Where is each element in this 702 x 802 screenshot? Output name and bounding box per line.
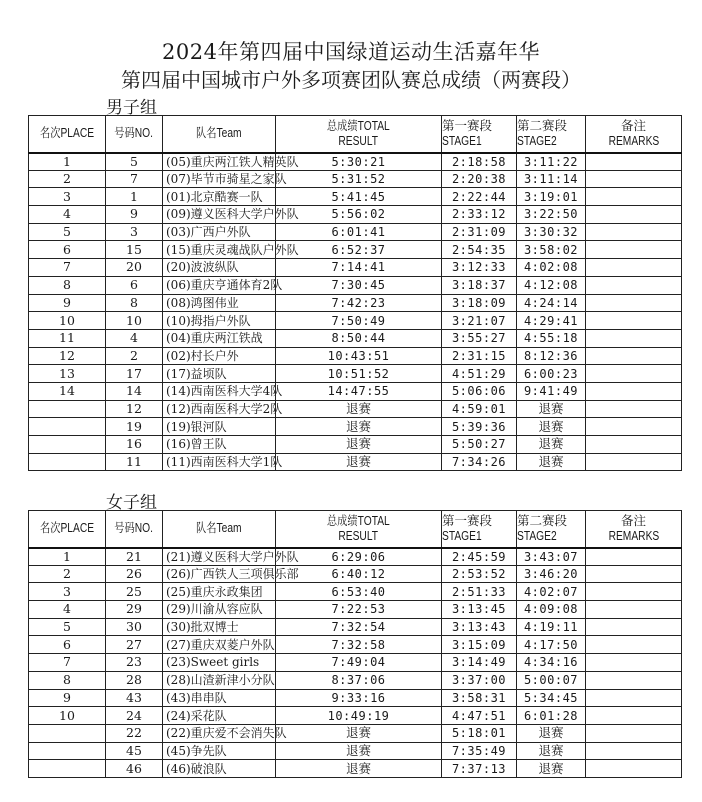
team-name-cell: (03)广西户外队 xyxy=(163,223,276,241)
remarks-cell xyxy=(586,453,682,471)
team-name-cell: (07)毕节市骑星之家队 xyxy=(163,170,276,188)
stage1-time-cell: 2:22:44 xyxy=(442,188,517,206)
number-cell: 46 xyxy=(106,760,163,778)
stage2-time-cell: 3:58:02 xyxy=(517,241,586,259)
stage1-time-cell: 2:51:33 xyxy=(442,583,517,601)
remarks-cell xyxy=(586,241,682,259)
stage2-time-cell: 5:34:45 xyxy=(517,689,586,707)
table-row xyxy=(29,365,682,383)
stage2-time-cell: 3:30:32 xyxy=(517,223,586,241)
stage2-time-cell: 退赛 xyxy=(517,418,586,436)
table-row xyxy=(29,436,682,454)
number-cell: 20 xyxy=(106,259,163,277)
stage2-time-cell: 4:29:41 xyxy=(517,312,586,330)
column-header-place: 名次PLACE xyxy=(29,116,106,153)
place-cell: 7 xyxy=(29,259,106,277)
stage1-time-cell: 7:34:26 xyxy=(442,453,517,471)
remarks-cell xyxy=(586,689,682,707)
stage2-time-cell: 退赛 xyxy=(517,742,586,760)
team-name-cell: (12)西南医科大学2队 xyxy=(163,400,276,418)
table-row xyxy=(29,400,682,418)
number-cell: 43 xyxy=(106,689,163,707)
total-result-cell: 5:30:21 xyxy=(276,153,442,171)
table-row xyxy=(29,453,682,471)
table-header-row xyxy=(29,511,682,548)
stage1-time-cell: 3:55:27 xyxy=(442,329,517,347)
place-cell: 4 xyxy=(29,601,106,619)
stage2-time-cell: 退赛 xyxy=(517,760,586,778)
remarks-cell xyxy=(586,170,682,188)
team-name-cell: (09)遵义医科大学户外队 xyxy=(163,206,276,224)
stage2-time-cell: 3:11:14 xyxy=(517,170,586,188)
total-result-cell: 退赛 xyxy=(276,418,442,436)
stage2-time-cell: 3:46:20 xyxy=(517,565,586,583)
column-header-remarks: 备注 REMARKS xyxy=(586,116,682,153)
team-name-cell: (43)串串队 xyxy=(163,689,276,707)
stage1-time-cell: 3:12:33 xyxy=(442,259,517,277)
table-row xyxy=(29,565,682,583)
remarks-cell xyxy=(586,707,682,725)
remarks-cell xyxy=(586,206,682,224)
total-result-cell: 7:30:45 xyxy=(276,276,442,294)
place-cell xyxy=(29,453,106,471)
place-cell: 1 xyxy=(29,548,106,566)
place-cell xyxy=(29,760,106,778)
total-result-cell: 7:32:58 xyxy=(276,636,442,654)
place-cell: 14 xyxy=(29,382,106,400)
total-result-cell: 7:32:54 xyxy=(276,618,442,636)
remarks-cell xyxy=(586,347,682,365)
remarks-cell xyxy=(586,223,682,241)
stage1-time-cell: 2:20:38 xyxy=(442,170,517,188)
place-cell: 1 xyxy=(29,153,106,171)
place-cell: 9 xyxy=(29,689,106,707)
stage2-time-cell: 退赛 xyxy=(517,453,586,471)
number-cell: 6 xyxy=(106,276,163,294)
remarks-cell xyxy=(586,436,682,454)
remarks-cell xyxy=(586,294,682,312)
total-result-cell: 6:40:12 xyxy=(276,565,442,583)
stage2-time-cell: 6:01:28 xyxy=(517,707,586,725)
place-cell xyxy=(29,400,106,418)
team-name-cell: (06)重庆亨通体育2队 xyxy=(163,276,276,294)
number-cell: 16 xyxy=(106,436,163,454)
column-header-no: 号码NO. xyxy=(106,511,163,548)
men-group-label: 男子组 xyxy=(106,98,157,118)
total-result-cell: 退赛 xyxy=(276,400,442,418)
total-result-cell: 10:51:52 xyxy=(276,365,442,383)
number-cell: 23 xyxy=(106,654,163,672)
remarks-cell xyxy=(586,724,682,742)
stage1-time-cell: 5:06:06 xyxy=(442,382,517,400)
men-results-table xyxy=(28,115,682,471)
team-name-cell: (10)拇指户外队 xyxy=(163,312,276,330)
stage1-time-cell: 3:13:45 xyxy=(442,601,517,619)
number-cell: 14 xyxy=(106,382,163,400)
column-header-remarks: 备注 REMARKS xyxy=(586,511,682,548)
team-name-cell: (27)重庆双菱户外队 xyxy=(163,636,276,654)
remarks-cell xyxy=(586,636,682,654)
total-result-cell: 退赛 xyxy=(276,724,442,742)
document-subtitle: 第四届中国城市户外多项赛团队赛总成绩（两赛段） xyxy=(121,68,581,92)
remarks-cell xyxy=(586,671,682,689)
column-header-stage2: 第二赛段 STAGE2 xyxy=(517,116,586,153)
number-cell: 21 xyxy=(106,548,163,566)
number-cell: 2 xyxy=(106,347,163,365)
total-result-cell: 14:47:55 xyxy=(276,382,442,400)
table-row xyxy=(29,276,682,294)
total-result-cell: 8:50:44 xyxy=(276,329,442,347)
table-row xyxy=(29,618,682,636)
table-row xyxy=(29,382,682,400)
stage1-time-cell: 3:58:31 xyxy=(442,689,517,707)
table-row xyxy=(29,654,682,672)
total-result-cell: 5:56:02 xyxy=(276,206,442,224)
stage2-time-cell: 3:43:07 xyxy=(517,548,586,566)
place-cell: 4 xyxy=(29,206,106,224)
table-row xyxy=(29,223,682,241)
remarks-cell xyxy=(586,153,682,171)
total-result-cell: 退赛 xyxy=(276,436,442,454)
place-cell: 7 xyxy=(29,654,106,672)
table-row xyxy=(29,241,682,259)
stage2-time-cell: 6:00:23 xyxy=(517,365,586,383)
remarks-cell xyxy=(586,548,682,566)
number-cell: 15 xyxy=(106,241,163,259)
place-cell: 3 xyxy=(29,188,106,206)
stage1-time-cell: 3:14:49 xyxy=(442,654,517,672)
number-cell: 17 xyxy=(106,365,163,383)
place-cell: 2 xyxy=(29,170,106,188)
remarks-cell xyxy=(586,382,682,400)
number-cell: 1 xyxy=(106,188,163,206)
number-cell: 5 xyxy=(106,153,163,171)
team-name-cell: (14)西南医科大学4队 xyxy=(163,382,276,400)
remarks-cell xyxy=(586,583,682,601)
remarks-cell xyxy=(586,276,682,294)
remarks-cell xyxy=(586,418,682,436)
stage2-time-cell: 9:41:49 xyxy=(517,382,586,400)
team-name-cell: (01)北京酷赛一队 xyxy=(163,188,276,206)
table-row xyxy=(29,329,682,347)
team-name-cell: (19)银河队 xyxy=(163,418,276,436)
team-name-cell: (05)重庆两江铁人精英队 xyxy=(163,153,276,171)
total-result-cell: 5:41:45 xyxy=(276,188,442,206)
total-result-cell: 10:49:19 xyxy=(276,707,442,725)
table-row xyxy=(29,259,682,277)
number-cell: 29 xyxy=(106,601,163,619)
table-row xyxy=(29,724,682,742)
stage2-time-cell: 4:02:08 xyxy=(517,259,586,277)
place-cell xyxy=(29,724,106,742)
number-cell: 8 xyxy=(106,294,163,312)
stage1-time-cell: 2:45:59 xyxy=(442,548,517,566)
number-cell: 10 xyxy=(106,312,163,330)
number-cell: 27 xyxy=(106,636,163,654)
team-name-cell: (25)重庆永政集团 xyxy=(163,583,276,601)
column-header-stage1: 第一赛段 STAGE1 xyxy=(442,116,517,153)
team-name-cell: (26)广西铁人三项俱乐部 xyxy=(163,565,276,583)
stage2-time-cell: 退赛 xyxy=(517,724,586,742)
total-result-cell: 退赛 xyxy=(276,453,442,471)
total-result-cell: 退赛 xyxy=(276,760,442,778)
total-result-cell: 6:52:37 xyxy=(276,241,442,259)
remarks-cell xyxy=(586,188,682,206)
place-cell: 9 xyxy=(29,294,106,312)
place-cell xyxy=(29,742,106,760)
remarks-cell xyxy=(586,400,682,418)
table-row xyxy=(29,671,682,689)
team-name-cell: (08)鸿图伟业 xyxy=(163,294,276,312)
total-result-cell: 退赛 xyxy=(276,742,442,760)
table-row xyxy=(29,312,682,330)
place-cell: 2 xyxy=(29,565,106,583)
total-result-cell: 6:53:40 xyxy=(276,583,442,601)
team-name-cell: (29)川渝从容应队 xyxy=(163,601,276,619)
place-cell: 5 xyxy=(29,618,106,636)
total-result-cell: 7:49:04 xyxy=(276,654,442,672)
stage1-time-cell: 2:33:12 xyxy=(442,206,517,224)
number-cell: 19 xyxy=(106,418,163,436)
table-row xyxy=(29,170,682,188)
team-name-cell: (21)遵义医科大学户外队 xyxy=(163,548,276,566)
table-row xyxy=(29,583,682,601)
total-result-cell: 8:37:06 xyxy=(276,671,442,689)
team-name-cell: (45)争先队 xyxy=(163,742,276,760)
total-result-cell: 9:33:16 xyxy=(276,689,442,707)
remarks-cell xyxy=(586,760,682,778)
stage1-time-cell: 2:31:15 xyxy=(442,347,517,365)
column-header-stage2: 第二赛段 STAGE2 xyxy=(517,511,586,548)
total-result-cell: 7:42:23 xyxy=(276,294,442,312)
women-group-label: 女子组 xyxy=(106,493,157,513)
table-row xyxy=(29,294,682,312)
team-name-cell: (28)山渣新津小分队 xyxy=(163,671,276,689)
table-row xyxy=(29,707,682,725)
stage2-time-cell: 8:12:36 xyxy=(517,347,586,365)
team-name-cell: (17)益顷队 xyxy=(163,365,276,383)
column-header-total: 总成绩TOTAL RESULT xyxy=(276,116,442,153)
stage2-time-cell: 3:22:50 xyxy=(517,206,586,224)
stage1-time-cell: 3:15:09 xyxy=(442,636,517,654)
column-header-place: 名次PLACE xyxy=(29,511,106,548)
number-cell: 4 xyxy=(106,329,163,347)
stage1-time-cell: 2:54:35 xyxy=(442,241,517,259)
team-name-cell: (46)破浪队 xyxy=(163,760,276,778)
number-cell: 26 xyxy=(106,565,163,583)
remarks-cell xyxy=(586,654,682,672)
stage2-time-cell: 4:09:08 xyxy=(517,601,586,619)
remarks-cell xyxy=(586,742,682,760)
place-cell: 12 xyxy=(29,347,106,365)
total-result-cell: 6:01:41 xyxy=(276,223,442,241)
table-row xyxy=(29,347,682,365)
stage1-time-cell: 2:53:52 xyxy=(442,565,517,583)
stage1-time-cell: 3:37:00 xyxy=(442,671,517,689)
table-row xyxy=(29,636,682,654)
place-cell: 10 xyxy=(29,707,106,725)
total-result-cell: 6:29:06 xyxy=(276,548,442,566)
table-row xyxy=(29,153,682,171)
stage1-time-cell: 7:37:13 xyxy=(442,760,517,778)
number-cell: 28 xyxy=(106,671,163,689)
stage1-time-cell: 7:35:49 xyxy=(442,742,517,760)
stage1-time-cell: 4:51:29 xyxy=(442,365,517,383)
stage1-time-cell: 5:18:01 xyxy=(442,724,517,742)
remarks-cell xyxy=(586,259,682,277)
total-result-cell: 5:31:52 xyxy=(276,170,442,188)
stage1-time-cell: 3:18:09 xyxy=(442,294,517,312)
stage2-time-cell: 4:17:50 xyxy=(517,636,586,654)
table-row xyxy=(29,760,682,778)
stage1-time-cell: 3:13:43 xyxy=(442,618,517,636)
stage2-time-cell: 退赛 xyxy=(517,400,586,418)
stage1-time-cell: 4:59:01 xyxy=(442,400,517,418)
number-cell: 25 xyxy=(106,583,163,601)
remarks-cell xyxy=(586,601,682,619)
table-row xyxy=(29,418,682,436)
remarks-cell xyxy=(586,565,682,583)
stage1-time-cell: 2:18:58 xyxy=(442,153,517,171)
place-cell xyxy=(29,418,106,436)
team-name-cell: (23)Sweet girls xyxy=(163,654,276,672)
place-cell: 11 xyxy=(29,329,106,347)
team-name-cell: (04)重庆两江铁战 xyxy=(163,329,276,347)
number-cell: 12 xyxy=(106,400,163,418)
stage1-time-cell: 5:50:27 xyxy=(442,436,517,454)
table-row xyxy=(29,689,682,707)
stage1-time-cell: 3:21:07 xyxy=(442,312,517,330)
total-result-cell: 7:14:41 xyxy=(276,259,442,277)
stage2-time-cell: 5:00:07 xyxy=(517,671,586,689)
number-cell: 7 xyxy=(106,170,163,188)
team-name-cell: (22)重庆爱不会消失队 xyxy=(163,724,276,742)
women-results-table xyxy=(28,510,682,778)
place-cell: 6 xyxy=(29,636,106,654)
stage2-time-cell: 退赛 xyxy=(517,436,586,454)
place-cell: 5 xyxy=(29,223,106,241)
team-name-cell: (15)重庆灵魂战队户外队 xyxy=(163,241,276,259)
team-name-cell: (11)西南医科大学1队 xyxy=(163,453,276,471)
team-name-cell: (16)曾王队 xyxy=(163,436,276,454)
remarks-cell xyxy=(586,312,682,330)
stage2-time-cell: 4:19:11 xyxy=(517,618,586,636)
stage2-time-cell: 4:34:16 xyxy=(517,654,586,672)
stage1-time-cell: 5:39:36 xyxy=(442,418,517,436)
place-cell: 8 xyxy=(29,671,106,689)
place-cell: 6 xyxy=(29,241,106,259)
column-header-team: 队名Team xyxy=(163,511,276,548)
stage2-time-cell: 3:19:01 xyxy=(517,188,586,206)
remarks-cell xyxy=(586,329,682,347)
stage2-time-cell: 4:55:18 xyxy=(517,329,586,347)
stage1-time-cell: 3:18:37 xyxy=(442,276,517,294)
total-result-cell: 10:43:51 xyxy=(276,347,442,365)
remarks-cell xyxy=(586,365,682,383)
place-cell: 3 xyxy=(29,583,106,601)
number-cell: 22 xyxy=(106,724,163,742)
table-row xyxy=(29,601,682,619)
remarks-cell xyxy=(586,618,682,636)
number-cell: 9 xyxy=(106,206,163,224)
place-cell: 10 xyxy=(29,312,106,330)
total-result-cell: 7:50:49 xyxy=(276,312,442,330)
column-header-team: 队名Team xyxy=(163,116,276,153)
place-cell xyxy=(29,436,106,454)
stage1-time-cell: 2:31:09 xyxy=(442,223,517,241)
number-cell: 3 xyxy=(106,223,163,241)
table-row xyxy=(29,548,682,566)
stage2-time-cell: 4:24:14 xyxy=(517,294,586,312)
number-cell: 11 xyxy=(106,453,163,471)
stage1-time-cell: 4:47:51 xyxy=(442,707,517,725)
table-row xyxy=(29,188,682,206)
column-header-no: 号码NO. xyxy=(106,116,163,153)
stage2-time-cell: 4:12:08 xyxy=(517,276,586,294)
column-header-stage1: 第一赛段 STAGE1 xyxy=(442,511,517,548)
number-cell: 24 xyxy=(106,707,163,725)
table-header-row xyxy=(29,116,682,153)
number-cell: 45 xyxy=(106,742,163,760)
document-title: 2024年第四届中国绿道运动生活嘉年华 xyxy=(162,40,540,64)
column-header-total: 总成绩TOTAL RESULT xyxy=(276,511,442,548)
table-row xyxy=(29,206,682,224)
stage2-time-cell: 3:11:22 xyxy=(517,153,586,171)
number-cell: 30 xyxy=(106,618,163,636)
stage2-time-cell: 4:02:07 xyxy=(517,583,586,601)
team-name-cell: (02)村长户外 xyxy=(163,347,276,365)
team-name-cell: (24)采花队 xyxy=(163,707,276,725)
place-cell: 13 xyxy=(29,365,106,383)
team-name-cell: (20)波波纵队 xyxy=(163,259,276,277)
place-cell: 8 xyxy=(29,276,106,294)
table-row xyxy=(29,742,682,760)
team-name-cell: (30)批双博士 xyxy=(163,618,276,636)
total-result-cell: 7:22:53 xyxy=(276,601,442,619)
